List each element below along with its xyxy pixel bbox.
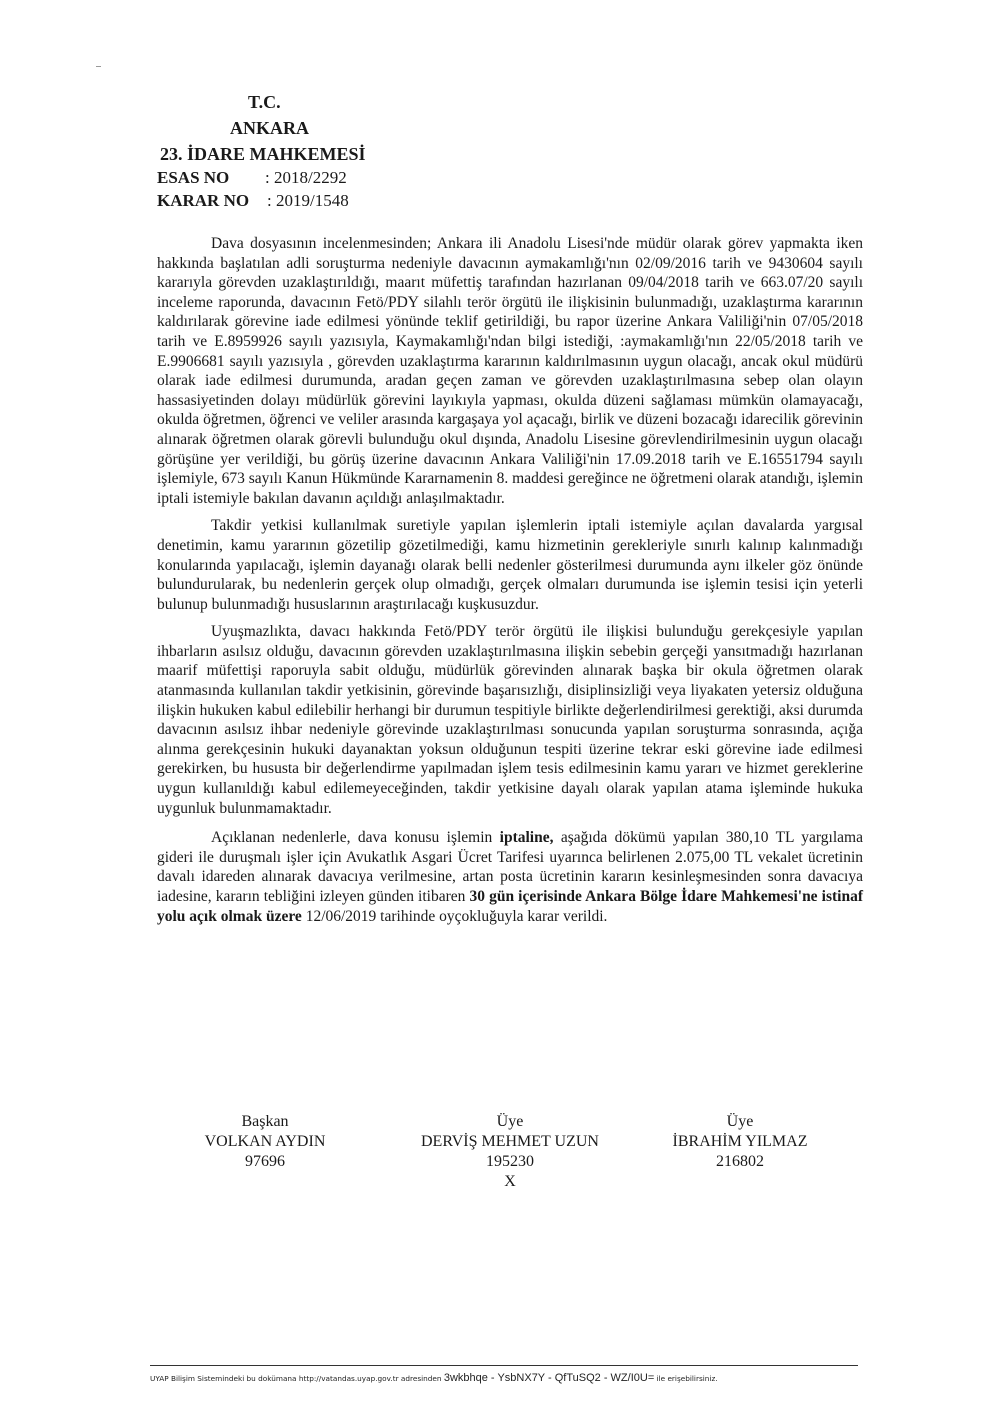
signature-block-president <box>155 1112 375 1172</box>
karar-label: KARAR NO <box>157 191 250 210</box>
signature-role: Başkan <box>241 1113 289 1130</box>
esas-row <box>157 168 347 188</box>
esas-label: ESAS NO <box>157 168 230 187</box>
signature-name: İBRAHİM YILMAZ <box>672 1133 808 1150</box>
document-body <box>157 234 863 932</box>
dissent-mark: X <box>504 1173 516 1190</box>
paragraph-facts: Dava dosyasının incelenmesinden; Ankara ili Anadolu Lisesi'nde müdür olarak görev yapmakta iken hakkında başlatılan adli soruşturma nedeniyle davacının aymakamlığı'nın 02/09/2016 tarih ve 9430604 sayılı kararıyla görevden uzaklaştırıldığı, maarıt müfettiş tarafından hazırlanan 09/04/2018 tarih ve 663.07/20 sayılı inceleme raporunda, davacının Fetö/PDY silahlı terör örgütü ile ilişkisinin bulunmadığı, uzaklaştırma kararının kaldırılarak görevine iade edilmesi yönünde teklif getirildiği, bu rapor üzerine Ankara Valiliği'nin 07/05/2018 tarih ve E.8959926 sayılı yazısıyla, Kaymakamlığı'ndan bilgi istediği, :aymakamlığı'nın 22/05/2018 tarih ve E.9906681 sayılı yazısıyla , görevden uzaklaştırma kararının kaldırılmasının uygun olacağı, ancak okul müdürü olarak iade edilmesi durumunda, aradan geçen zaman ve görevden uzaklaştırılmasına sebep olan olayın hassasiyetinden dolayı müdürlük görevini layıkıyla yapması, okulda düzeni sağlaması mümkün olamayacağı, okulda öğretmen, öğrenci ve veliler arasında kargaşaya yol açacağı, birlik ve düzeni bozacağı idarecilik görevinin alınarak öğretmen olarak görevli bulunduğu okul dışında, Anadolu Lisesine görevlendirilmesinin uygun olacağı görüşüne yer verildiği, bu görüş üzerine davacının Ankara Valiliği'nin 17.09.2018 tarih ve E.16551794 sayılı işlemiyle, 673 sayılı Kanun Hükmünde Kararnamenin 8. maddesi gereğince ne öğretmeni olarak atandığı, işlemin iptali istemiyle bakılan davanın açıldığı anlaşılmaktadır. <box>157 235 863 507</box>
footer-access-code: 3wkbhqe - YsbNX7Y - QfTuSQ2 - WZ/I0U= <box>443 1372 655 1384</box>
footer-uyap <box>150 1372 870 1384</box>
header-country: T.C. <box>248 92 281 112</box>
signature-number: 216802 <box>716 1153 764 1170</box>
karar-row <box>157 191 349 211</box>
verdict-iptaline: iptaline, <box>499 829 554 847</box>
footer-suffix: ile erişebilirsiniz. <box>656 1374 718 1383</box>
verdict-text-c: aşağıda dökümü yapılan 380,10 TL yargılama gideri ile duruşmalı işler için Avukatlık Asgari Ücret Tarifesi uyarınca belirlenen 2.075,00 TL vekalet ücretinin davalı idareden alınarak davacıya verilmesine, artan posta ücretinin kararın kesinleşmesinden sonra davacıya iadesine, kararın tebliğini izleyen günden itibaren <box>157 829 863 905</box>
signature-number: 97696 <box>245 1153 285 1170</box>
footer-text: UYAP Bilişim Sistemindeki bu dokümana http://vatandas.uyap.gov.tr adresinden <box>150 1374 442 1383</box>
paragraph-law: Takdir yetkisi kullanılmak suretiyle yapılan işlemlerin iptali istemiyle açılan davalarda yargısal denetimin, kamu yararının gözetilip gözetilmediği, kamu hizmetinin gerekleriyle sınırlı kalınıp kalınmadığı konularında yapılacağı, işlemin dayanağı olarak belli nedenler gösterilmesi durumunda aynı ilkeler göz önünde bulundurularak, bu nedenlerin gerçek olup olmadığı, gerçek olmaları durumunda ise işlemin tesisi için yeterli bulunup bulunmadığı hususlarının araştırılacağı kuşkusuzdur. <box>157 517 863 613</box>
signature-name: DERVİŞ MEHMET UZUN <box>421 1133 599 1150</box>
header-court: 23. İDARE MAHKEMESİ <box>160 144 366 164</box>
signature-name: VOLKAN AYDIN <box>204 1133 326 1150</box>
paragraph-verdict <box>157 828 863 926</box>
karar-value: : 2019/1548 <box>267 191 349 210</box>
verdict-appeal-notice: 30 gün içerisinde Ankara Bölge İdare Mahkemesi'ne istinaf yolu açık olmak üzere <box>157 888 863 925</box>
signature-block-member-1 <box>400 1112 620 1192</box>
verdict-text-a: Açıklanan nedenlerle, dava konusu işlemin <box>211 829 500 847</box>
esas-value: : 2018/2292 <box>265 168 347 187</box>
header-city: ANKARA <box>230 118 309 138</box>
verdict-text-e: 12/06/2019 tarihinde oyçokluğuyla karar verildi. <box>301 907 608 925</box>
signature-role: Üye <box>726 1113 754 1130</box>
paragraph-assessment: Uyuşmazlıkta, davacı hakkında Fetö/PDY terör örgütü ile ilişkisi bulunduğu gerekçesiyle yapılan ihbarların asılsız olduğu, davacının görevden uzaklaştırılmasına ilişkin sebebin gerçeği yansıtmadığı hazırlanan maarif müfettişi raporuyla sabit olduğu, müdürlük görevinden alınarak başka bir okula öğretmen olarak atanmasında kullanılan takdir yetkisinin, görevinde başarısızlığı, disiplinsizliği veya liyakaten yetersiz olduğuna ilişkin hukuken kabul edilebilir herhangi bir durumun tespitiyle birlikte değerlendirilmesi gerektiği, aksi durumda davacının asılsız ihbar nedeniyle görevinde uzaklaştırılması sonucunda yapılan soruşturma sonrasında, açığa alınma gerekçesinin hukuki dayanaktan yoksun olduğunun tespiti üzerine tekrar eski görevine iade edilmesi gerekirken, bu hususta bir değerlendirme yapılmadan işlem tesis edilmesinin kamu yararı ve hizmet gereklerine uygun kullanıldığı kabul edilemeyeceğinden, takdir yetkisine dayalı olarak yapılan atama işleminde hukuka uygunluk bulunmamaktadır. <box>157 623 863 817</box>
signature-block-member-2 <box>630 1112 850 1172</box>
signature-role: Üye <box>496 1113 524 1130</box>
scan-speck <box>96 66 101 67</box>
signature-number: 195230 <box>486 1153 534 1170</box>
footer-divider <box>150 1365 858 1366</box>
